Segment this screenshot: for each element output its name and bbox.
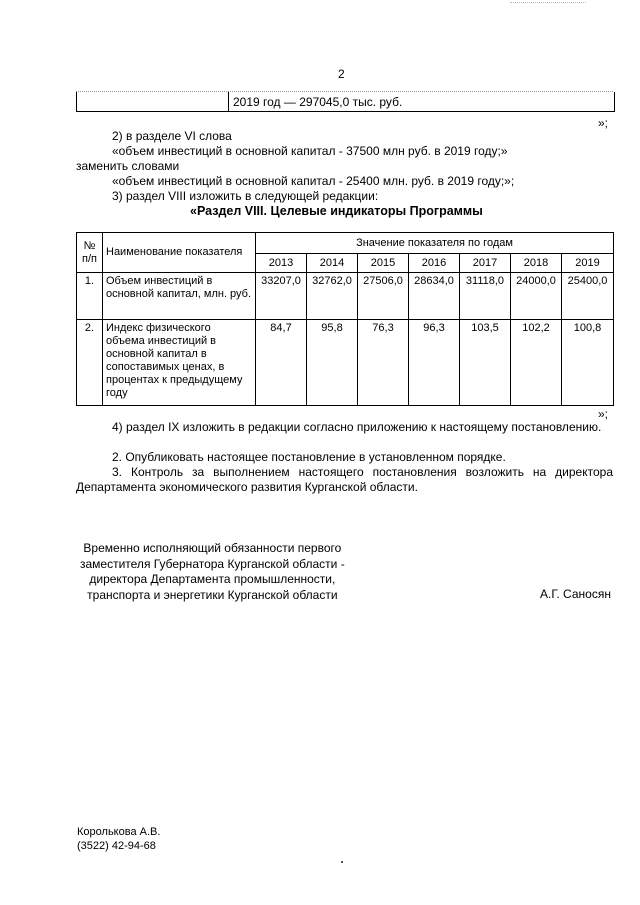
table-row: [77, 273, 614, 320]
position-line: транспорта и энергетики Курганской области: [87, 587, 338, 602]
publication-paragraph: [76, 450, 613, 465]
row-value: 31118,0: [460, 273, 511, 320]
row-num: 1.: [77, 273, 103, 320]
indicators-table: [76, 232, 614, 406]
position-line: Временно исполняющий обязанности первого: [83, 541, 342, 555]
signatory-name: А.Г. Саносян: [540, 587, 611, 601]
year-header: 2016: [409, 254, 460, 273]
table-row: [77, 320, 614, 406]
para-line: 2) в разделе VI слова: [112, 129, 232, 143]
row-value: 102,2: [511, 320, 562, 406]
amendment-paragraph-2: [76, 129, 613, 204]
scan-artifact: [341, 861, 343, 863]
position-line: директора Департамента промышленности,: [89, 572, 336, 586]
row-value: 103,5: [460, 320, 511, 406]
row-value: 84,7: [256, 320, 307, 406]
row-value: 100,8: [562, 320, 614, 406]
para-line: «объем инвестиций в основной капитал - 25400 млн. руб. в 2019 году;»;: [112, 174, 515, 188]
header-name: Наименование показателя: [103, 233, 256, 273]
row-value: 24000,0: [511, 273, 562, 320]
row-value: 27506,0: [358, 273, 409, 320]
author-name: Королькова А.В.: [77, 826, 161, 838]
row-num: 2.: [77, 320, 103, 406]
amendment-paragraph-4: [76, 420, 613, 435]
row-name: Объем инвестиций в основной капитал, млн. руб.: [103, 273, 256, 320]
row-name: Индекс физического объема инвестиций в основной капитал в сопоставимых ценах, в процентах к предыдущему году: [103, 320, 256, 406]
row-value: 95,8: [307, 320, 358, 406]
header-num: № п/п: [77, 233, 103, 273]
year-header: 2015: [358, 254, 409, 273]
table-cell-divider: [228, 92, 229, 111]
row-value: 28634,0: [409, 273, 460, 320]
row-value: 96,3: [409, 320, 460, 406]
para-text: 3. Контроль за выполнением настоящего постановления возложить на директора Департамента экономического развития Курганской области.: [76, 465, 613, 494]
para-line: «объем инвестиций в основной капитал - 37500 млн руб. в 2019 году;»: [112, 144, 508, 158]
row-value: 33207,0: [256, 273, 307, 320]
row-value: 32762,0: [307, 273, 358, 320]
year-header: 2014: [307, 254, 358, 273]
author-phone: (3522) 42-94-68: [77, 840, 156, 852]
row-value: 25400,0: [562, 273, 614, 320]
previous-table-row: [76, 92, 615, 112]
section-title: «Раздел VIII. Целевые индикаторы Программы: [190, 204, 483, 218]
document-footer: [77, 825, 160, 853]
scan-artifact: [510, 2, 586, 3]
page-number: 2: [338, 67, 345, 81]
closing-quote: »;: [598, 116, 609, 130]
para-line: заменить словами: [76, 159, 180, 173]
control-paragraph: [76, 465, 613, 495]
year-header: 2019: [562, 254, 614, 273]
signature-position: [80, 541, 345, 603]
para-line: 3) раздел VIII изложить в следующей редакции:: [112, 189, 379, 203]
position-line: заместителя Губернатора Курганской области -: [80, 556, 345, 571]
year-header: 2017: [460, 254, 511, 273]
year-header: 2018: [511, 254, 562, 273]
closing-quote: »;: [598, 407, 609, 421]
header-values: Значение показателя по годам: [256, 233, 614, 254]
row-value: 76,3: [358, 320, 409, 406]
previous-table-cell: 2019 год — 297045,0 тыс. руб.: [233, 95, 403, 109]
year-header: 2013: [256, 254, 307, 273]
para-text: 4) раздел IX изложить в редакции согласно приложению к настоящему постановлению.: [112, 420, 602, 434]
para-text: 2. Опубликовать настоящее постановление в установленном порядке.: [112, 450, 506, 464]
